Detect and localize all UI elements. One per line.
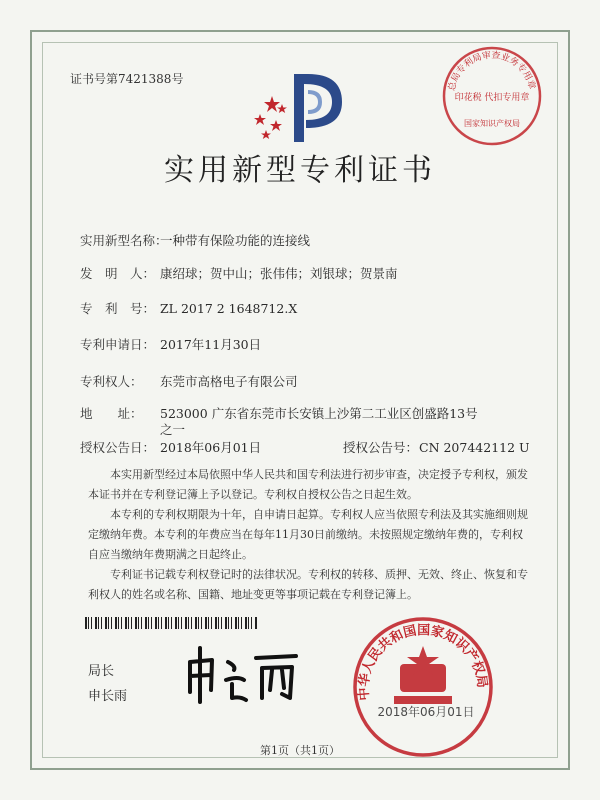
field-label: 实用新型名称： bbox=[80, 233, 168, 248]
field-value: 2018年06月01日 bbox=[160, 440, 262, 455]
field-application-date bbox=[80, 335, 261, 353]
field-value: 一种带有保险功能的连接线 bbox=[160, 233, 311, 248]
handwritten-signature bbox=[178, 640, 308, 710]
field-value: 2017年11月30日 bbox=[160, 337, 262, 352]
cnipa-logo bbox=[250, 68, 350, 148]
director-name: 申长雨 bbox=[88, 689, 128, 704]
page-number: 第1页（共1页） bbox=[260, 744, 340, 757]
field-patentee bbox=[80, 372, 298, 390]
field-label: 发 明 人： bbox=[80, 266, 156, 281]
official-seal bbox=[348, 612, 498, 762]
field-value: 康绍球；贺中山；张伟伟；刘银球；贺景南 bbox=[160, 266, 398, 281]
field-label: 专利申请日： bbox=[80, 337, 156, 352]
certificate-title: 实用新型专利证书 bbox=[164, 153, 436, 188]
field-label: 地 址： bbox=[80, 406, 143, 421]
certificate-text bbox=[88, 465, 528, 605]
director-title: 局长 bbox=[88, 664, 115, 679]
field-address bbox=[80, 404, 478, 422]
field-label: 授权公告号： bbox=[343, 440, 419, 455]
field-inventors bbox=[80, 264, 398, 282]
field-grant-number bbox=[343, 438, 530, 456]
field-value: 之一 bbox=[160, 422, 186, 437]
field-patent-number bbox=[80, 299, 297, 317]
paragraph: 本实用新型经过本局依照中华人民共和国专利法进行初步审查，决定授予专利权，颁发本证书并在专利登记簿上予以登记。专利权自授权公告之日起生效。 bbox=[88, 468, 528, 501]
field-grant-date bbox=[80, 438, 261, 456]
field-value: CN 207442112 U bbox=[419, 440, 530, 455]
stamp-outer-text: 总局专利局审查业务专用章 bbox=[447, 50, 537, 92]
field-value: 东莞市高格电子有限公司 bbox=[160, 374, 298, 389]
stamp-inner-text: 印花税 代扣专用章 bbox=[454, 93, 530, 103]
seal-text: 中华人民共和国国家知识产权局 bbox=[356, 623, 490, 702]
certificate-number: 证书号第7421388号 bbox=[70, 72, 184, 86]
review-stamp bbox=[438, 42, 546, 150]
paragraph: 本专利的专利权期限为十年，自申请日起算。专利权人应当依照专利法及其实施细则规定缴纳年费。本专利的年费应当在每年11月30日前缴纳。未按照规定缴纳年费的，专利权自应当缴纳年费期满之日起终止。 bbox=[88, 508, 528, 561]
field-value: ZL 2017 2 1648712.X bbox=[160, 301, 298, 316]
barcode bbox=[85, 617, 260, 629]
paragraph: 专利证书记载专利权登记时的法律状况。专利权的转移、质押、无效、终止、恢复和专利权人的姓名或名称、国籍、地址变更等事项记载在专利登记簿上。 bbox=[88, 568, 528, 601]
field-address-cont bbox=[160, 420, 185, 438]
seal-date: 2018年06月01日 bbox=[377, 705, 475, 719]
svg-text:总局专利局审查业务专用章 bbox=[445, 49, 538, 92]
field-name bbox=[80, 231, 310, 249]
field-label: 授权公告日： bbox=[80, 440, 156, 455]
field-label: 专利权人： bbox=[80, 374, 143, 389]
stamp-bottom-text: 国家知识产权局 bbox=[464, 119, 520, 128]
field-value: 523000 广东省东莞市长安镇上沙第二工业区创盛路13号 bbox=[160, 406, 478, 421]
field-label: 专 利 号： bbox=[80, 301, 156, 316]
